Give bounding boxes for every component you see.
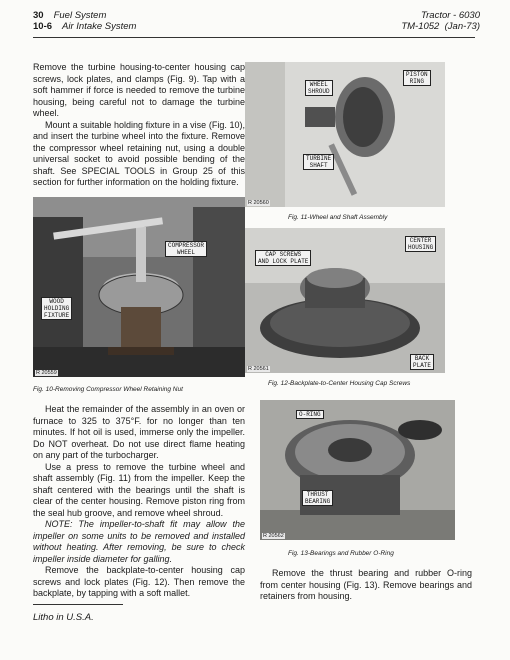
manual-id: TM-1052 [401,21,440,32]
right-column-bottom [260,568,472,603]
fig10-caption: Fig. 10-Removing Compressor Wheel Retaining Nut [33,386,183,393]
fig12-label-cap-screws: CAP SCREWS AND LOCK PLATE [255,250,311,266]
fig10-id: R 20559 [36,370,57,376]
fig11-caption: Fig. 11-Wheel and Shaft Assembly [288,214,388,221]
fig11-id: R 20560 [248,200,269,206]
fig12-caption: Fig. 12-Backplate-to-Center Housing Cap Screws [268,380,411,387]
page-number: 30 [33,10,44,21]
section-title: Fuel System [53,10,107,21]
fig13-label-o-ring: O-RING [296,410,324,419]
fig13-id: R 20562 [263,533,284,539]
note-paragraph: NOTE: The impeller-to-shaft fit may allow the impeller on some units to be removed and installed without heating. After removing, be sure to check impeller inside diameter for galling. [33,519,245,564]
section-number: 10-6 [33,21,53,32]
fig10-photo [33,197,245,377]
left-column-top [33,62,245,189]
fig12-photo [245,228,445,373]
fig13-caption: Fig. 13-Bearings and Rubber O-Ring [288,550,394,557]
manual-title: Tractor - 6030 [421,10,480,21]
fig12-label-center-housing: CENTER HOUSING [405,236,436,252]
subsection-title: Air Intake System [62,21,137,32]
paragraph: Mount a suitable holding fixture in a vise (Fig. 10), and insert the turbine wheel into the fixture. Remove the compressor wheel retaining nut, using a double universal socket to avoid possible bending of the shaft. See SPECIAL TOOLS in Group 25 of this section for further information on the holding fixture. [33,119,245,187]
fig11-label-wheel-shroud: WHEEL SHROUD [305,80,333,96]
fig11-photo [245,62,445,207]
fig10-label-wood-fixture: WOOD HOLDING FIXTURE [41,297,72,320]
header-right [401,10,480,32]
paragraph: Remove the backplate-to-center housing cap screws and lock plates (Fig. 12). Then remove the backplate, by tapping with a soft mallet. [33,565,245,598]
fig12-label-back-plate: BACK PLATE [410,354,434,370]
paragraph: Remove the turbine housing-to-center housing cap screws, lock plates, and clamps (Fig. 9). Tap with a soft hammer if force is needed to remove the turbine housing, being careful not to damage the turbine wheel. [33,62,245,118]
fig13-label-thrust-bearing: THRUST BEARING [302,490,333,506]
footer-rule [33,604,123,605]
fig10-label-compressor-wheel: COMPRESSOR WHEEL [165,241,207,257]
footer-litho: Litho in U.S.A. [33,612,94,623]
paragraph: Remove the thrust bearing and rubber O-ring from center housing (Fig. 13). Remove bearings and retainers from housing. [260,568,472,601]
fig12-id: R 20561 [248,366,269,372]
header-left [33,10,136,32]
fig13-photo [260,400,455,540]
left-column-bottom [33,404,245,600]
paragraph: Use a press to remove the turbine wheel and shaft assembly (Fig. 11) from the impeller. Keep the shaft centered with the bearings until the shaft is clear of the center housing. Remove piston ring from the seal hub groove, and remove wheel shroud. [33,461,245,518]
fig11-label-turbine-shaft: TURBINE SHAFT [303,154,334,170]
fig11-label-piston-ring: PISTON RING [403,70,431,86]
manual-date: (Jan-73) [444,21,480,32]
paragraph: Heat the remainder of the assembly in an oven or furnace to 325 to 375°F. for no longer than ten minutes. If hot oil is used, immerse only the impeller. Do NOT overheat. Do not use direct flame heating on any part of the turbocharger. [33,404,245,460]
header-rule [33,37,475,38]
